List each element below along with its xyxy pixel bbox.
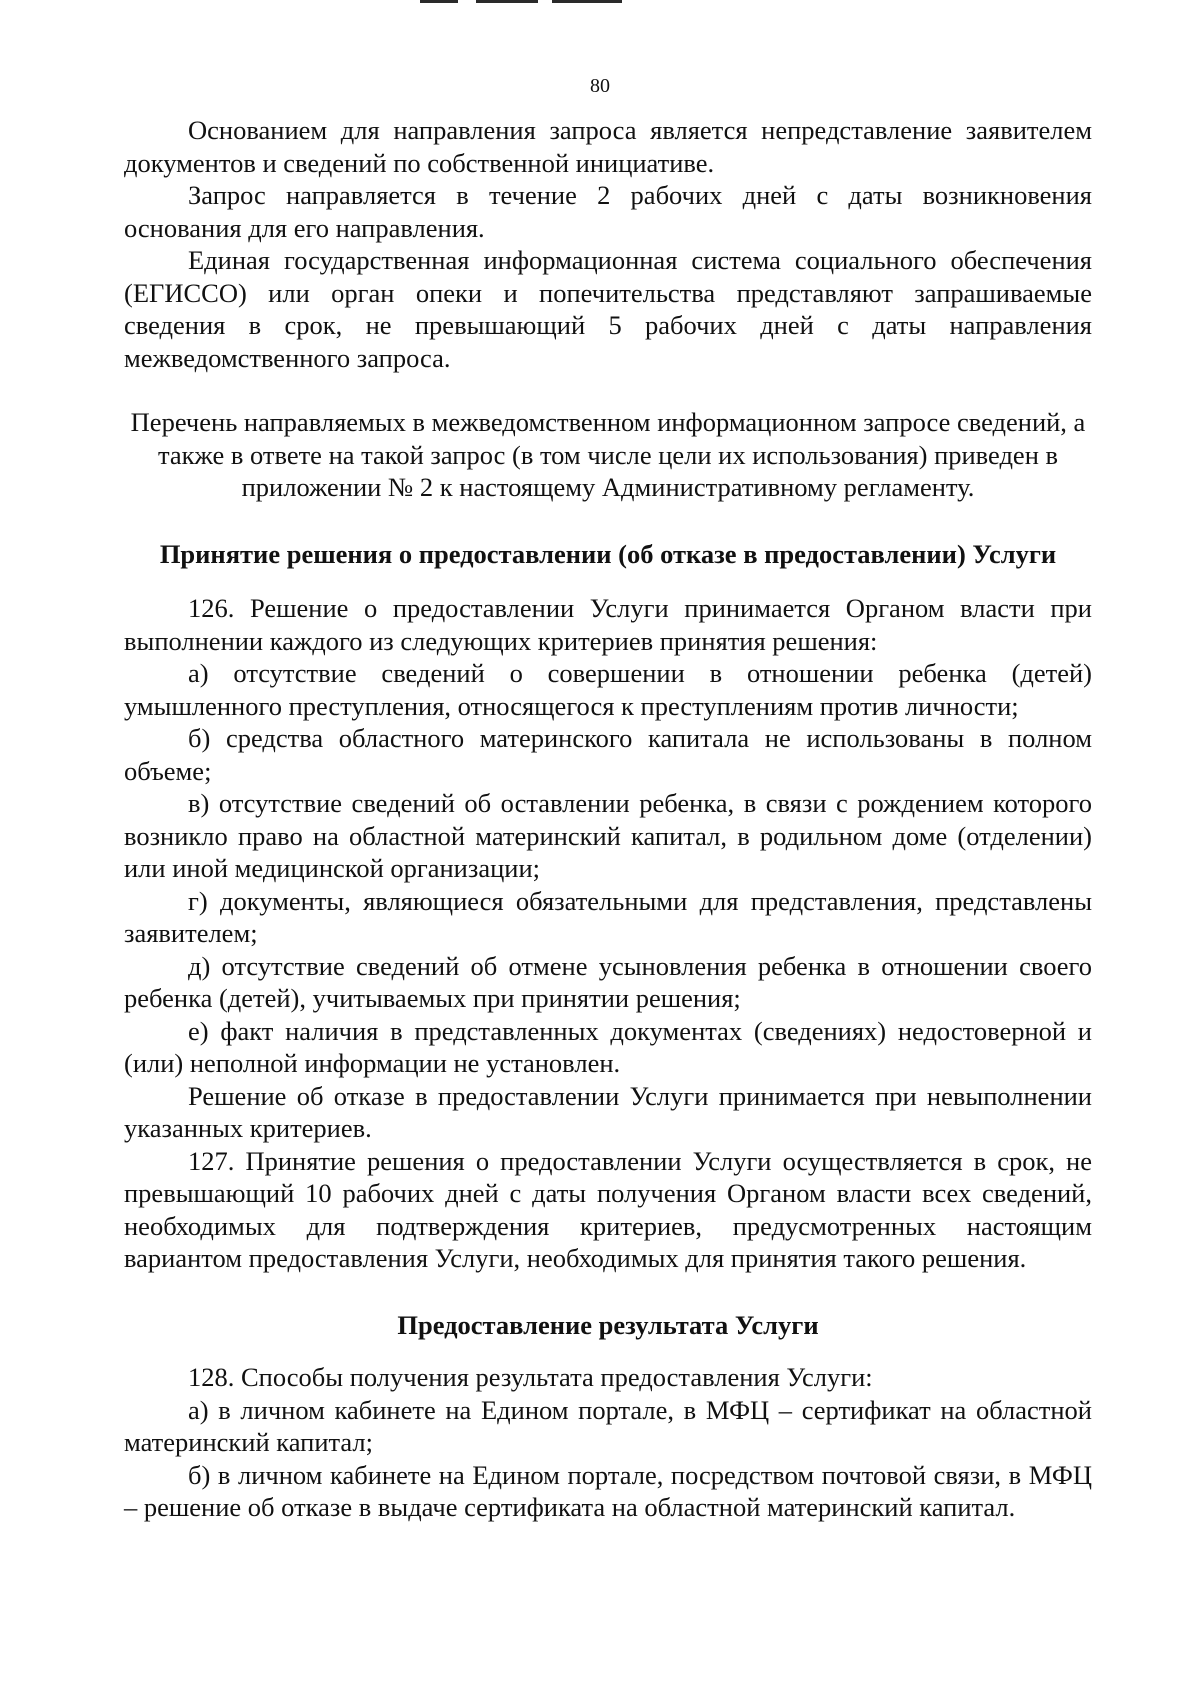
section-heading: Предоставление результата Услуги: [397, 1309, 819, 1340]
paragraph: 128. Способы получения результата предоставления Услуги:: [188, 1362, 873, 1392]
scan-artifact-mark: [552, 0, 622, 3]
list-item: д) отсутствие сведений об отмене усыновления ребенка в отношении своего ребенка (детей), учитываемых при принятии решения;: [124, 950, 1092, 1013]
list-item: г) документы, являющиеся обязательными для представления, представлены заявителем;: [124, 885, 1092, 948]
list-item: б) средства областного материнского капитала не использованы в полном объеме;: [124, 723, 1092, 786]
list-item: а) отсутствие сведений о совершении в отношении ребенка (детей) умышленного преступления, относящегося к преступлениям против личности;: [124, 658, 1092, 721]
centered-note: Перечень направляемых в межведомственном информационном запросе сведений, а также в ответе на такой запрос (в том числе цели их использования) приведен в приложении № 2 к настоящему Административному регламенту.: [130, 407, 1086, 502]
paragraph: Единая государственная информационная система социального обеспечения (ЕГИССО) или орган опеки и попечительства представляют запрашиваемые сведения в срок, не превышающий 5 рабочих дней с даты направления межведомственного запроса.: [124, 245, 1092, 373]
paragraph: Основанием для направления запроса является непредставление заявителем документов и сведений по собственной инициативе.: [124, 115, 1092, 178]
document-body: [124, 114, 1092, 1524]
list-item: а) в личном кабинете на Едином портале, в МФЦ – сертификат на областной материнский капитал;: [124, 1394, 1092, 1457]
list-item: е) факт наличия в представленных документах (сведениях) недостоверной и (или) неполной информации не установлен.: [124, 1015, 1092, 1078]
list-item: в) отсутствие сведений об оставлении ребенка, в связи с рождением которого возникло право на областной материнский капитал, в родильном доме (отделении) или иной медицинской организации;: [124, 788, 1092, 883]
scan-artifact-mark: [420, 0, 458, 3]
section-heading: Принятие решения о предоставлении (об отказе в предоставлении) Услуги: [159, 538, 1057, 569]
list-item: б) в личном кабинете на Едином портале, посредством почтовой связи, в МФЦ – решение об отказе в выдаче сертификата на областной материнский капитал.: [124, 1459, 1092, 1522]
paragraph: 127. Принятие решения о предоставлении Услуги осуществляется в срок, не превышающий 10 рабочих дней с даты получения Органом власти всех сведений, необходимых для подтверждения критериев, предусмотренных настоящим вариантом предоставления Услуги, необходимых для принятия такого решения.: [124, 1145, 1092, 1273]
scan-artifact-mark: [476, 0, 538, 3]
page-number: 80: [590, 75, 610, 97]
paragraph: 126. Решение о предоставлении Услуги принимается Органом власти при выполнении каждого из следующих критериев принятия решения:: [124, 593, 1092, 656]
paragraph: Решение об отказе в предоставлении Услуги принимается при невыполнении указанных критериев.: [124, 1080, 1092, 1143]
paragraph: Запрос направляется в течение 2 рабочих дней с даты возникновения основания для его направления.: [124, 180, 1092, 243]
